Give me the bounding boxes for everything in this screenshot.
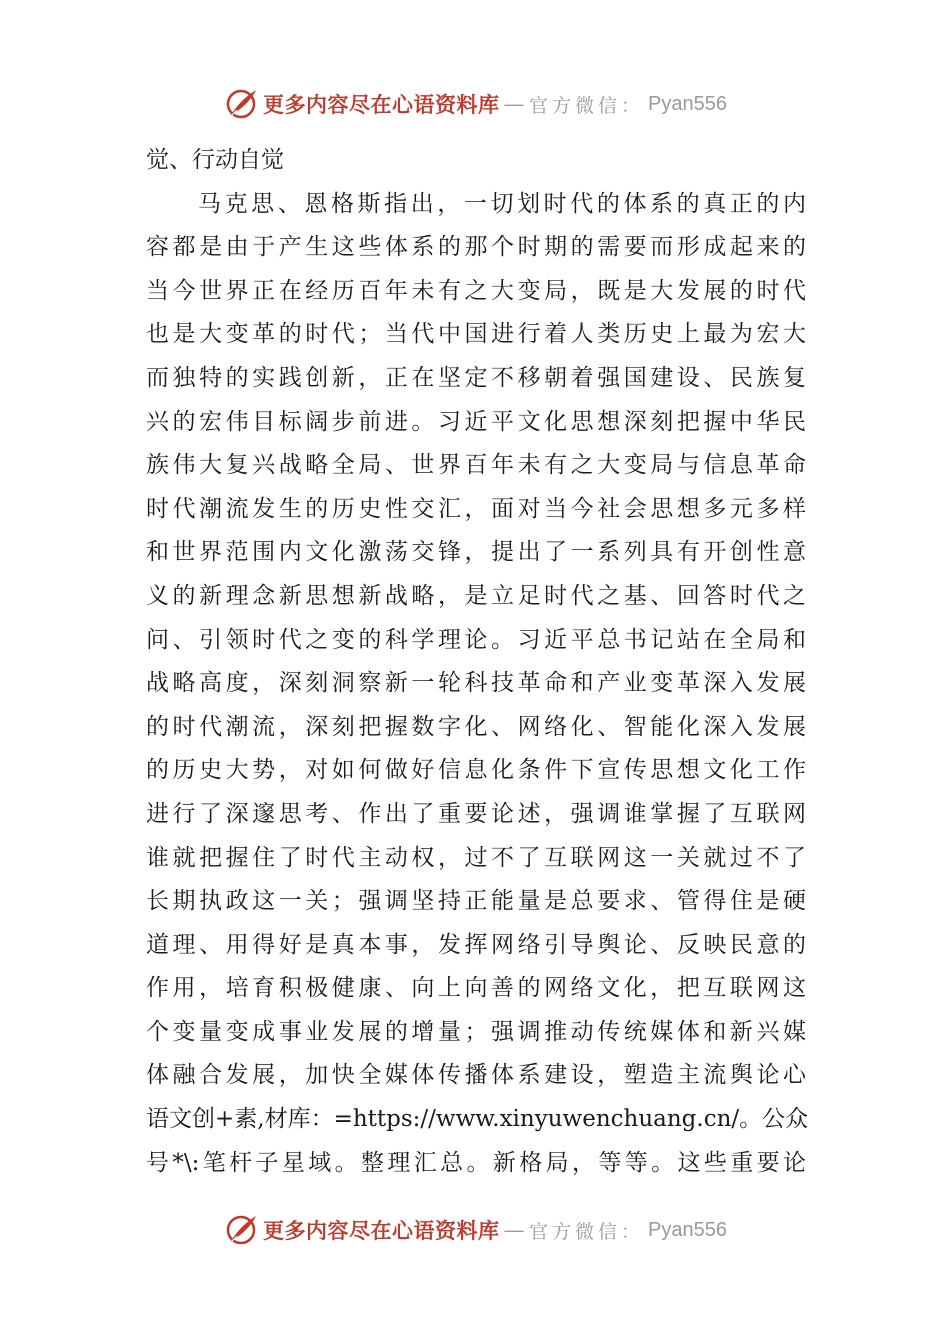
body-line: 义的新理念新思想新战略，是立足时代之基、回答时代之 <box>146 582 806 609</box>
body-line: 语文创+素,材库：=https://www.xinyuwenchuang.cn/。公众 <box>146 1106 809 1133</box>
body-line: 谁就把握住了时代主动权，过不了互联网这一关就过不了 <box>146 844 806 871</box>
body-line: 容都是由于产生这些体系的那个时期的需要而形成起来的 <box>146 234 806 261</box>
body-line: 问、引领时代之变的科学理论。习近平总书记站在全局和 <box>146 626 806 653</box>
quill-logo-icon <box>223 86 259 122</box>
footer-brand-text: 更多内容尽在心语资料库 <box>263 1218 500 1243</box>
body-line: 兴的宏伟目标阔步前进。习近平文化思想深刻把握中华民 <box>146 408 806 435</box>
body-line: 个变量变成事业发展的增量；强调推动传统媒体和新兴媒 <box>146 1018 806 1045</box>
body-line: 马克思、恩格斯指出，一切划时代的体系的真正的内 <box>198 190 806 217</box>
body-line: 也是大变革的时代；当代中国进行着人类历史上最为宏大 <box>146 321 806 348</box>
header-official-label: 官方微信： <box>529 94 645 117</box>
header-brand-text: 更多内容尽在心语资料库 <box>263 92 500 117</box>
body-line: 觉、行动自觉 <box>146 147 284 173</box>
header-wechat-id: Pyan556 <box>648 92 727 115</box>
header-dash: — <box>503 92 525 116</box>
body-line: 道理、用得好是真本事，发挥网络引导舆论、反映民意的 <box>146 931 806 958</box>
body-line: 和世界范围内文化激荡交锋，提出了一系列具有开创性意 <box>146 539 806 566</box>
header-banner <box>0 84 950 124</box>
document-body <box>146 139 809 1185</box>
body-line: 当今世界正在经历百年未有之大变局，既是大发展的时代 <box>146 277 806 304</box>
body-line: 的时代潮流，深刻把握数字化、网络化、智能化深入发展 <box>146 713 806 740</box>
body-line: 的历史大势，对如何做好信息化条件下宣传思想文化工作 <box>146 757 806 784</box>
body-line: 作用，培育积极健康、向上向善的网络文化，把互联网这 <box>146 975 806 1002</box>
body-line: 时代潮流发生的历史性交汇，面对当今社会思想多元多样 <box>146 495 806 522</box>
body-line: 长期执政这一关；强调坚持正能量是总要求、管得住是硬 <box>146 888 806 915</box>
footer-banner <box>0 1210 950 1250</box>
footer-official-label: 官方微信： <box>529 1220 645 1243</box>
body-line: 体融合发展，加快全媒体传播体系建设，塑造主流舆论心 <box>146 1062 806 1089</box>
body-line: 族伟大复兴战略全局、世界百年未有之大变局与信息革命 <box>146 452 806 479</box>
body-line: 进行了深邃思考、作出了重要论述，强调谁掌握了互联网 <box>146 800 806 827</box>
body-line: 而独特的实践创新，正在坚定不移朝着强国建设、民族复 <box>146 364 806 391</box>
footer-dash: — <box>503 1218 525 1242</box>
footer-wechat-id: Pyan556 <box>648 1218 727 1241</box>
quill-logo-icon <box>223 1212 259 1248</box>
body-line: 号*\:笔杆子星域。整理汇总。新格局，等等。这些重要论 <box>146 1149 806 1176</box>
body-line: 战略高度，深刻洞察新一轮科技革命和产业变革深入发展 <box>146 670 806 697</box>
